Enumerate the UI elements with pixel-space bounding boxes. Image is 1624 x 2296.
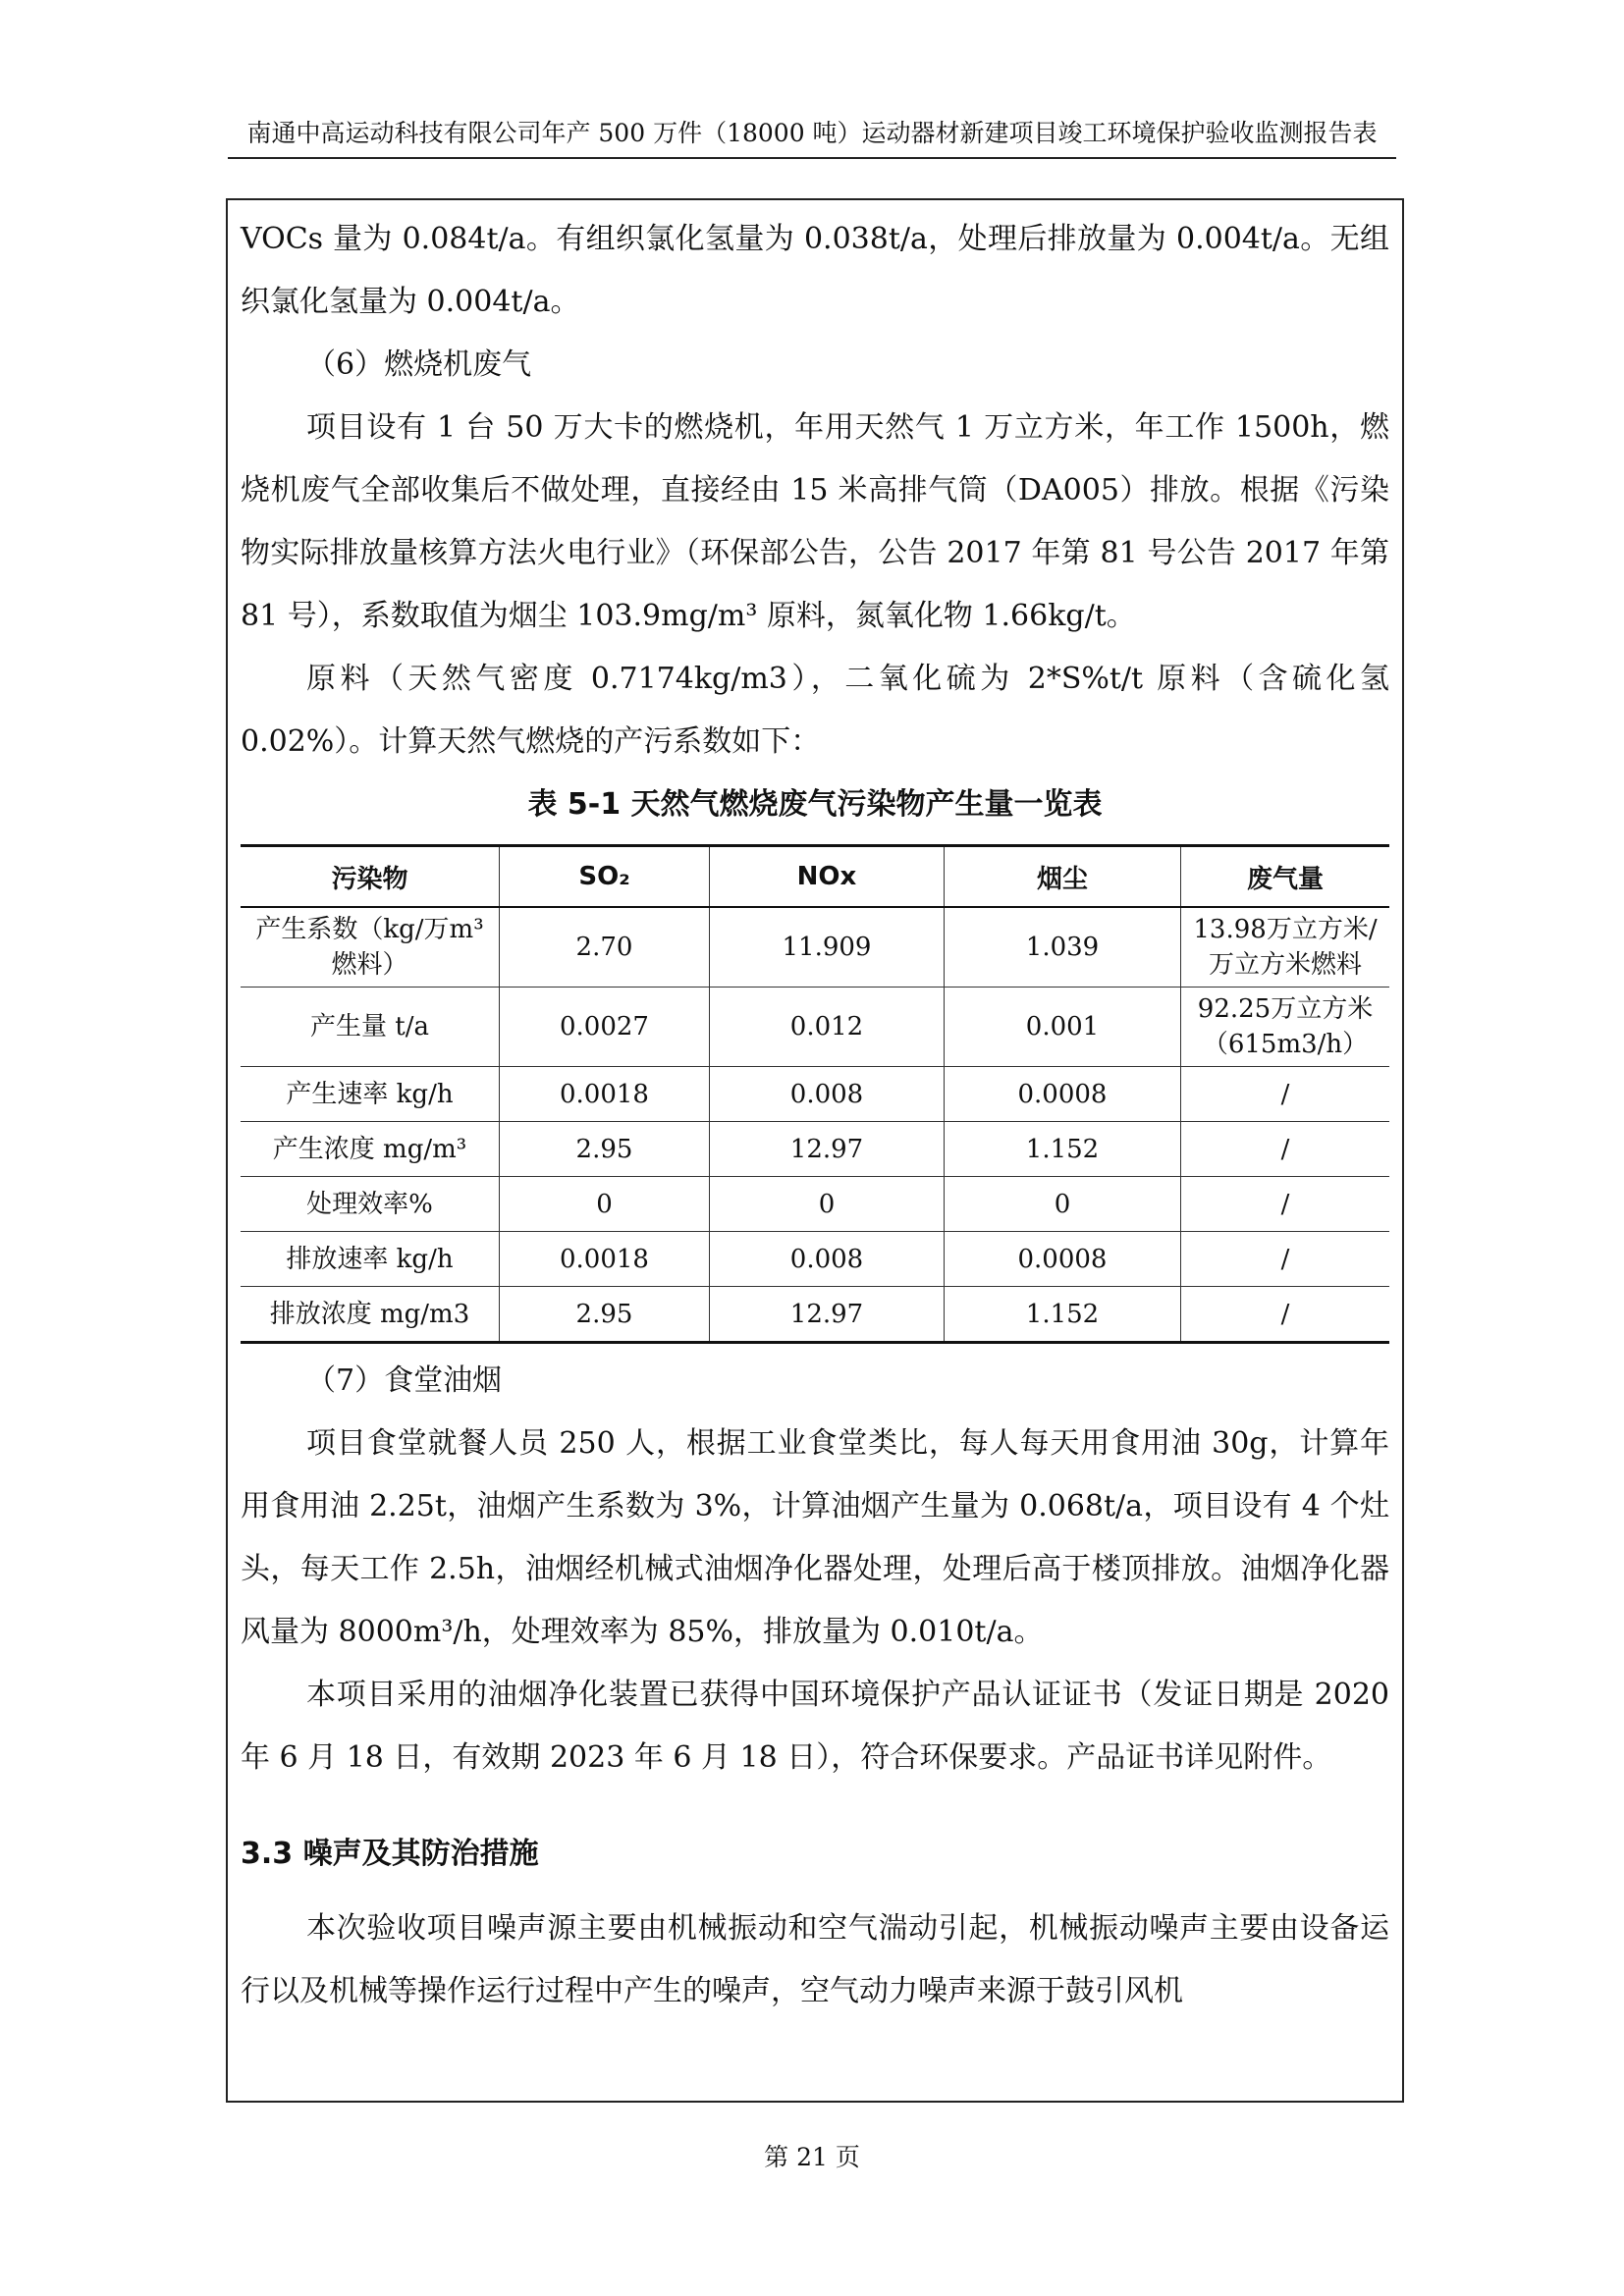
table-cell: 0.0027	[500, 988, 710, 1067]
column-header: 烟尘	[945, 846, 1181, 908]
table-cell: 0.0008	[945, 1232, 1181, 1287]
paragraph-continued: VOCs 量为 0.084t/a。有组织氯化氢量为 0.038t/a，处理后排放量为 0.004t/a。无组织氯化氢量为 0.004t/a。	[241, 222, 1389, 319]
table-row	[241, 1122, 1389, 1177]
table-row	[241, 988, 1389, 1067]
column-header: 污染物	[241, 846, 500, 908]
table-cell: 12.97	[710, 1122, 945, 1177]
page-content	[241, 208, 1389, 2023]
table-cell: 2.95	[500, 1287, 710, 1343]
table-cell: 0.0018	[500, 1067, 710, 1122]
table-cell: 0.0008	[945, 1067, 1181, 1122]
header-rule	[228, 157, 1396, 159]
section-heading-noise: 3.3 噪声及其防治措施	[241, 1837, 539, 1871]
column-header: 废气量	[1181, 846, 1390, 908]
paragraph-canteen: 项目食堂就餐人员 250 人，根据工业食堂类比，每人每天用食用油 30g，计算年用食用油 2.25t，油烟产生系数为 3%，计算油烟产生量为 0.068t/a，项目设有 4 个灶头，每天工作 2.5h，油烟经机械式油烟净化器处理，处理后高于楼顶排放。油烟净化器风量为 8000m³/h，处理效率为 85%，排放量为 0.010t/a。	[241, 1426, 1389, 1649]
table-cell: 处理效率%	[241, 1177, 500, 1232]
table-cell: 产生速率 kg/h	[241, 1067, 500, 1122]
table-cell: 排放浓度 mg/m3	[241, 1287, 500, 1343]
table-cell: /	[1181, 1067, 1390, 1122]
table-cell: 产生量 t/a	[241, 988, 500, 1067]
table-row	[241, 907, 1389, 988]
table-cell: 产生浓度 mg/m³	[241, 1122, 500, 1177]
table-cell: /	[1181, 1232, 1390, 1287]
document-header: 南通中高运动科技有限公司年产 500 万件（18000 吨）运动器材新建项目竣工环境保护验收监测报告表	[246, 119, 1378, 147]
table-cell: 13.98万立方米/万立方米燃料	[1181, 907, 1390, 988]
table-cell: 0	[500, 1177, 710, 1232]
table-row	[241, 1067, 1389, 1122]
paragraph-certificate: 本项目采用的油烟净化装置已获得中国环境保护产品认证证书（发证日期是 2020 年 6 月 18 日，有效期 2023 年 6 月 18 日），符合环保要求。产品证书详见附件。	[241, 1678, 1389, 1775]
subheading-burner-exhaust: （6）燃烧机废气	[306, 347, 532, 382]
table-cell: 0.008	[710, 1232, 945, 1287]
table-row	[241, 1232, 1389, 1287]
table-cell: 排放速率 kg/h	[241, 1232, 500, 1287]
column-header: NOx	[710, 846, 945, 908]
table-cell: 0	[945, 1177, 1181, 1232]
table-cell: 12.97	[710, 1287, 945, 1343]
table-cell: 2.70	[500, 907, 710, 988]
table-cell: 0.001	[945, 988, 1181, 1067]
table-cell: 0.008	[710, 1067, 945, 1122]
table-cell: 1.039	[945, 907, 1181, 988]
paragraph-noise: 本次验收项目噪声源主要由机械振动和空气湍动引起，机械振动噪声主要由设备运行以及机械等操作运行过程中产生的噪声，空气动力噪声来源于鼓引风机	[241, 1911, 1389, 2008]
table-cell: 11.909	[710, 907, 945, 988]
table-cell: /	[1181, 1287, 1390, 1343]
table-cell: 1.152	[945, 1287, 1181, 1343]
table-caption: 表 5-1 天然气燃烧废气污染物产生量一览表	[527, 787, 1103, 822]
table-cell: /	[1181, 1177, 1390, 1232]
paragraph-burner: 项目设有 1 台 50 万大卡的燃烧机，年用天然气 1 万立方米，年工作 1500h，燃烧机废气全部收集后不做处理，直接经由 15 米高排气筒（DA005）排放。根据《污染物实际排放量核算方法火电行业》（环保部公告，公告 2017 年第 81 号公告 2017 年第 81 号），系数取值为烟尘 103.9mg/m³ 原料，氮氧化物 1.66kg/t。	[241, 410, 1389, 633]
table-cell: 92.25万立方米（615m3/h）	[1181, 988, 1390, 1067]
table-cell: 0.012	[710, 988, 945, 1067]
table-row	[241, 1177, 1389, 1232]
page-number: 第 21 页	[764, 2143, 860, 2171]
table-cell: 0	[710, 1177, 945, 1232]
table-cell: /	[1181, 1122, 1390, 1177]
table-cell: 2.95	[500, 1122, 710, 1177]
pollutant-table	[241, 844, 1389, 1344]
table-cell: 产生系数（kg/万m³ 燃料）	[241, 907, 500, 988]
table-header-row	[241, 846, 1389, 908]
table-cell: 1.152	[945, 1122, 1181, 1177]
table-cell: 0.0018	[500, 1232, 710, 1287]
paragraph-gas: 原料（天然气密度 0.7174kg/m3），二氧化硫为 2*S%t/t 原料（含硫化氢 0.02%）。计算天然气燃烧的产污系数如下：	[241, 662, 1389, 759]
subheading-canteen-fumes: （7）食堂油烟	[306, 1363, 503, 1398]
table-row	[241, 1287, 1389, 1343]
column-header: SO₂	[500, 846, 710, 908]
